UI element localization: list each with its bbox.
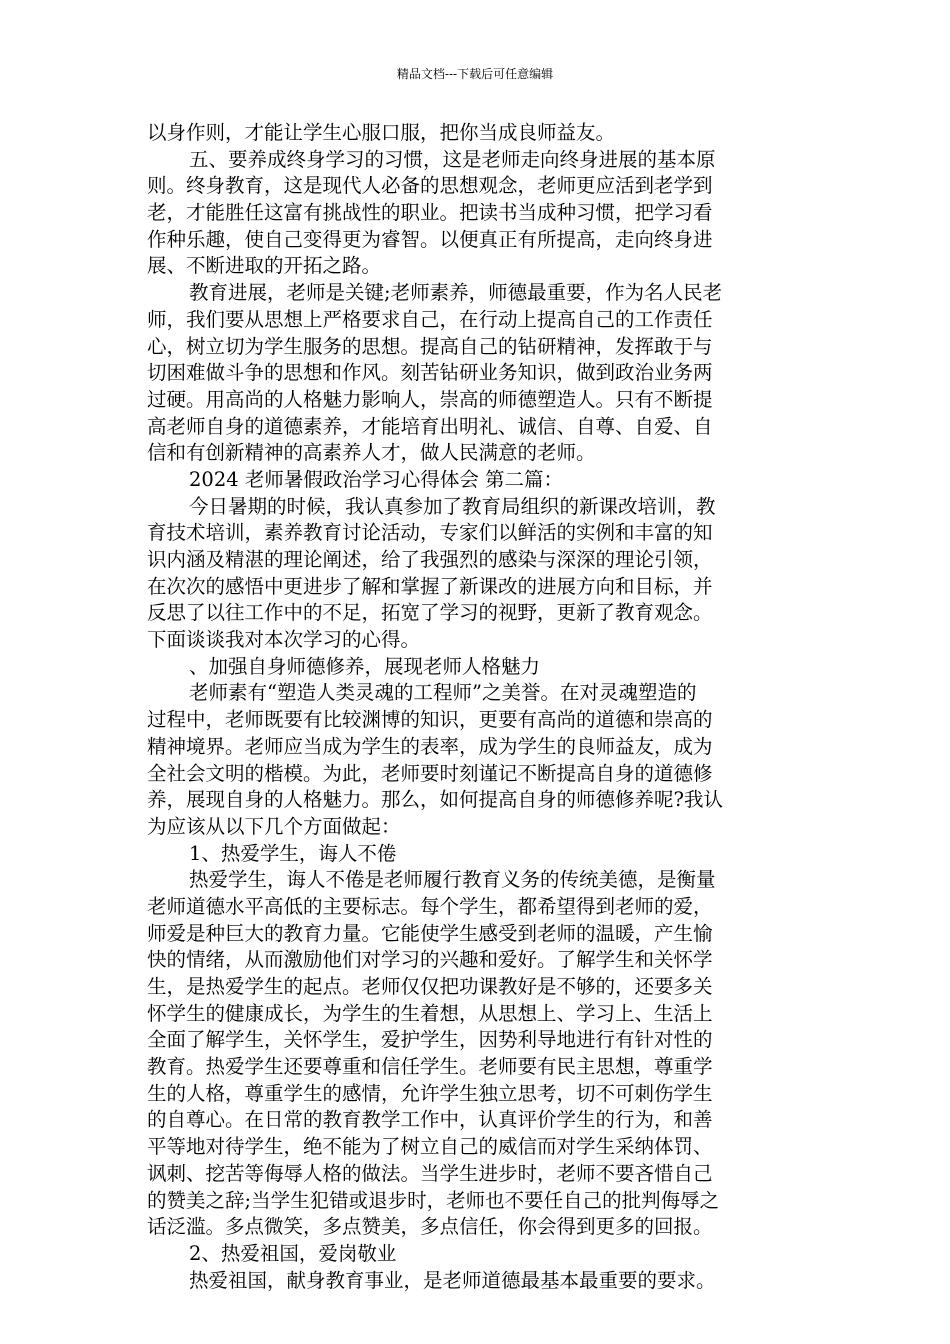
text-line: 切困难做斗争的思想和作风。刻苦钻研业务知识，做到政治业务两 [147,361,713,385]
text-line: 、加强自身师德修养，展现老师人格魅力 [189,654,541,678]
text-line: 的赞美之辞;当学生犯错或退步时，老师也不要任自己的批判侮辱之 [147,1188,720,1212]
text-line: 下面谈谈我对本次学习的心得。 [147,628,421,652]
text-line: 高老师自身的道德素养，才能培育出明礼、诚信、自尊、自爱、自 [147,414,713,438]
text-line: 养，展现自身的人格魅力。那么，如何提高自身的师德修养呢?我认 [147,788,723,812]
text-line: 全面了解学生，关怀学生，爱护学生，因势利导地进行有针对性的 [147,1028,713,1052]
text-line: 2、热爱祖国，爱岗敬业 [189,1241,397,1265]
text-line: 热爱祖国，献身教育事业，是老师道德最基本最重要的要求。 [189,1268,716,1292]
text-line: 精神境界。老师应当成为学生的表率，成为学生的良师益友，成为 [147,734,713,758]
text-line: 为应该从以下几个方面做起： [147,814,401,838]
text-line: 怀学生的健康成长，为学生的生着想，从思想上、学习上、生活上 [147,1001,713,1025]
text-line: 热爱学生，诲人不倦是老师履行教育义务的传统美德，是衡量 [189,868,716,892]
document-body [147,120,811,1294]
text-line: 信和有创新精神的高素养人才，做人民满意的老师。 [147,441,596,465]
text-line: 话泛滥。多点微笑，多点赞美，多点信任，你会得到更多的回报。 [147,1215,713,1239]
text-line: 老，才能胜任这富有挑战性的职业。把读书当成种习惯，把学习看 [147,201,713,225]
text-line: 老师道德水平高低的主要标志。每个学生，都希望得到老师的爱， [147,894,713,918]
text-line: 展、不断进取的开拓之路。 [147,254,382,278]
text-line: 生的人格，尊重学生的感情，允许学生独立思考，切不可刺伤学生 [147,1081,713,1105]
text-line: 的自尊心。在日常的教育教学工作中，认真评价学生的行为，和善 [147,1108,713,1132]
text-line: 讽刺、挖苦等侮辱人格的做法。当学生进步时，老师不要吝惜自己 [147,1161,713,1185]
text-line: 教育进展，老师是关键;老师素养，师德最重要，作为名人民老 [189,281,723,305]
text-line: 今日暑期的时候，我认真参加了教育局组织的新课改培训，教 [189,494,716,518]
text-line: 2024 老师暑假政治学习心得体会 第二篇： [189,467,564,491]
text-line: 在次次的感悟中更进步了解和掌握了新课改的进展方向和目标，并 [147,574,713,598]
text-line: 师，我们要从思想上严格要求自己，在行动上提高自己的工作责任 [147,307,713,331]
text-line: 育技术培训，素养教育讨论活动，专家们以鲜活的实例和丰富的知 [147,521,713,545]
text-line: 老师素有“塑造人类灵魂的工程师”之美誉。在对灵魂塑造的 [189,681,697,705]
text-line: 过程中，老师既要有比较渊博的知识，更要有高尚的道德和崇高的 [147,708,713,732]
text-line: 心，树立切为学生服务的思想。提高自己的钻研精神，发挥敢于与 [147,334,713,358]
text-line: 快的情绪，从而激励他们对学习的兴趣和爱好。了解学生和关怀学 [147,948,713,972]
text-line: 平等地对待学生，绝不能为了树立自己的威信而对学生采纳体罚、 [147,1135,713,1159]
text-line: 五、要养成终身学习的习惯，这是老师走向终身进展的基本原 [189,147,716,171]
text-line: 1、热爱学生，诲人不倦 [189,841,397,865]
text-line: 教育。热爱学生还要尊重和信任学生。老师要有民主思想，尊重学 [147,1055,713,1079]
page-header: 精品文档---下载后可任意编辑 [396,67,554,81]
text-line: 反思了以往工作中的不足，拓宽了学习的视野，更新了教育观念。 [147,601,713,625]
text-line: 生，是热爱学生的起点。老师仅仅把功课教好是不够的，还要多关 [147,975,713,998]
text-line: 全社会文明的楷模。为此，老师要时刻谨记不断提高自身的道德修 [147,761,713,785]
text-line: 以身作则，才能让学生心服口服，把你当成良师益友。 [147,121,616,144]
text-line: 识内涵及精湛的理论阐述，给了我强烈的感染与深深的理论引领， [147,548,713,571]
text-line: 作种乐趣，使自己变得更为睿智。以便真正有所提高，走向终身进 [147,227,713,251]
text-line: 过硬。用高尚的人格魅力影响人，崇高的师德塑造人。只有不断提 [147,387,713,411]
text-line: 则。终身教育，这是现代人必备的思想观念，老师更应活到老学到 [147,174,713,198]
text-line: 师爱是种巨大的教育力量。它能使学生感受到老师的温暖，产生愉 [147,921,713,945]
